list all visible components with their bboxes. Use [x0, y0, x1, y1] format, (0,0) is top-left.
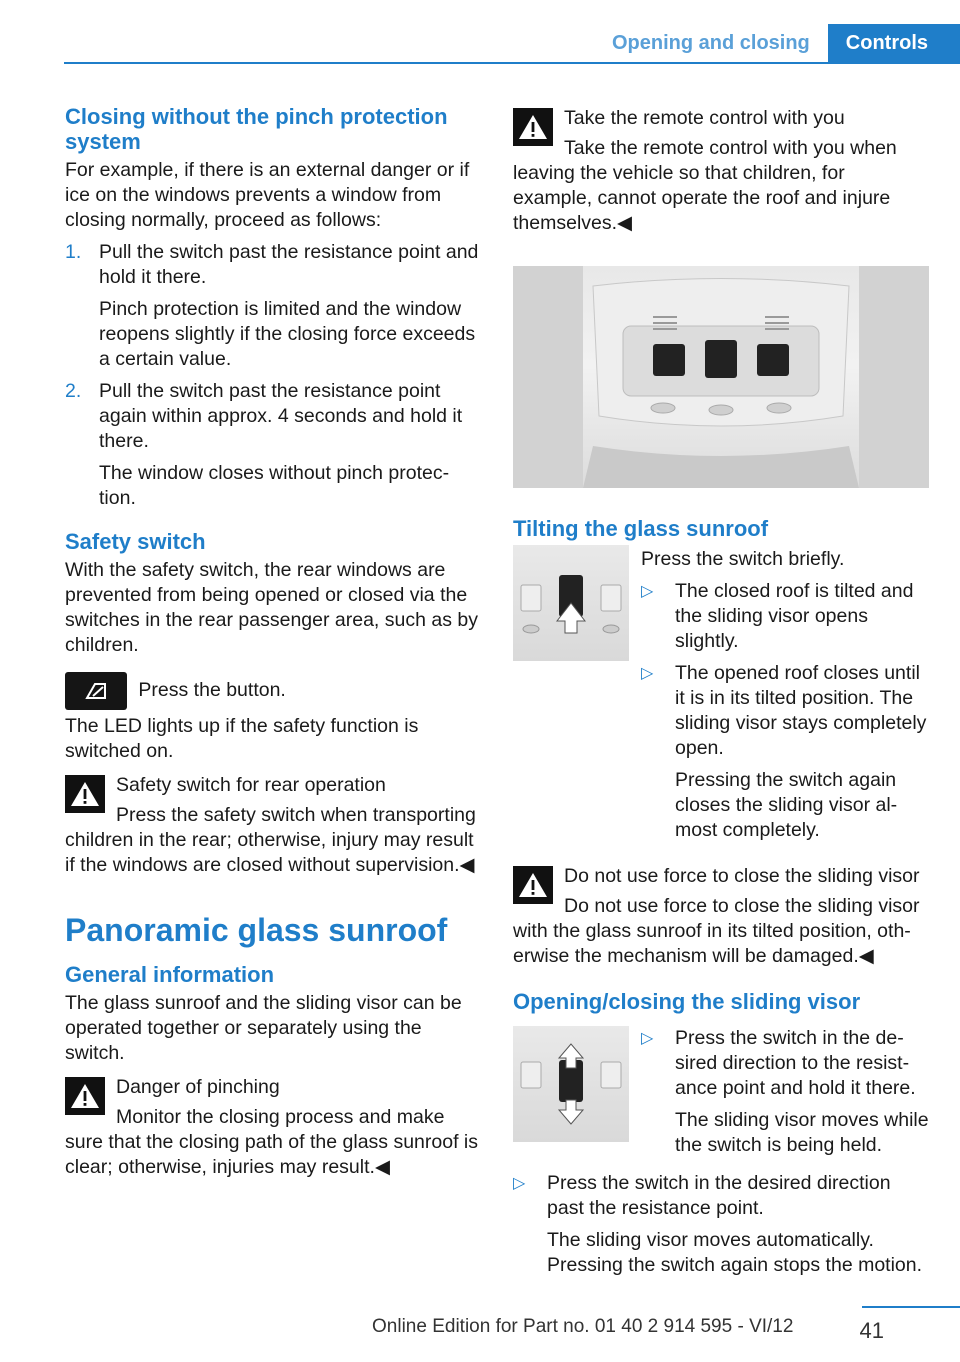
triangle-bullet-icon: ▷	[641, 1030, 654, 1047]
warning-force	[513, 862, 929, 969]
visor-list-2	[513, 1171, 929, 1278]
general-text: The glass sunroof and the sliding visor can be operated together or separately using the switch.	[65, 992, 462, 1064]
sunroof-title: Panoramic glass sunroof	[65, 912, 448, 948]
visor-title: Opening/closing the sliding visor	[513, 989, 861, 1014]
step-sub: Pinch protection is limited and the window reopens slightly if the closing force exceeds a certain value.	[99, 298, 476, 370]
tilt-item-text: The closed roof is tilted and the sliding visor opens slightly.	[675, 580, 914, 652]
tilt-list	[641, 579, 929, 843]
page-number-rule	[862, 1306, 960, 1308]
header-tab: Controls	[828, 24, 960, 62]
visor-item	[641, 1026, 929, 1158]
page-number: 41	[859, 1318, 884, 1343]
triangle-bullet-icon: ▷	[513, 1175, 526, 1192]
press-button-text: Press the button.	[138, 679, 286, 702]
visor-switch-photo	[513, 1026, 629, 1142]
tilt-item-text: The opened roof closes until it is in its tilted position. The sliding visor stays completely open.	[675, 662, 927, 759]
visor-list	[641, 1026, 929, 1158]
page-header	[612, 24, 960, 62]
safety-text: With the safety switch, the rear windows are prevented from being opened or closed via the switches in the rear passenger area, such as by children.	[65, 559, 478, 656]
right-column	[513, 104, 929, 1285]
tilt-item	[641, 661, 929, 843]
closing-steps	[65, 240, 481, 511]
warning-icon	[65, 775, 105, 813]
step-text: Pull the switch past the resistance point and hold it there.	[99, 241, 479, 288]
tilt-switch-photo	[513, 545, 629, 661]
warning-body: Monitor the closing process and make sure that the closing path of the glass sunroof is clear; otherwise, injuries may result.◀	[65, 1106, 478, 1178]
closing-title: Closing without the pinch protection system	[65, 104, 448, 154]
footer-edition: Online Edition for Part no. 01 40 2 914 595 - VI/12	[372, 1316, 794, 1337]
safety-title: Safety switch	[65, 529, 206, 554]
warning-body: Take the remote control with you when leaving the vehicle so that children, for example, cannot operate the roof and injure themselves.◀	[513, 137, 897, 234]
warning-body: Press the safety switch when transporting children in the rear; otherwise, injury may result if the windows are closed without supervision.◀	[65, 804, 476, 876]
step-item	[65, 240, 481, 372]
led-text: The LED lights up if the safety function is switched on.	[65, 715, 419, 762]
warning-title: Safety switch for rear operation	[116, 774, 386, 796]
warning-title: Do not use force to close the sliding visor	[564, 865, 920, 887]
visor-item-text: Press the switch in the de‐ sired direction to the resist‐ ance point and hold it there.	[675, 1027, 916, 1099]
warning-icon	[65, 1077, 105, 1115]
warning-remote	[513, 104, 929, 236]
warning-icon	[513, 108, 553, 146]
header-section: Opening and closing	[611, 32, 810, 54]
visor-item-sub: The sliding visor moves automatically. Pressing the switch again stops the motion.	[547, 1229, 923, 1276]
step-item	[65, 379, 481, 511]
roof-console-photo	[513, 266, 929, 488]
warning-safety	[65, 771, 481, 878]
step-number: 1.	[65, 241, 82, 263]
tilt-item-sub: Pressing the switch again closes the sliding visor al‐ most completely.	[675, 769, 898, 841]
tilt-item	[641, 579, 929, 654]
window-lock-icon	[65, 672, 127, 710]
step-number: 2.	[65, 380, 82, 402]
closing-intro: For example, if there is an external danger or if ice on the windows prevents a window from closing normally, proceed as follows:	[65, 159, 470, 231]
visor-item-text: Press the switch in the desired direction past the resistance point.	[547, 1172, 891, 1219]
warning-body: Do not use force to close the sliding visor with the glass sunroof in its tilted position, oth‐ erwise the mechanism will be damaged.◀	[513, 895, 920, 967]
visor-item	[513, 1171, 929, 1278]
tilt-title: Tilting the glass sunroof	[513, 516, 769, 541]
triangle-bullet-icon: ▷	[641, 665, 654, 682]
triangle-bullet-icon: ▷	[641, 583, 654, 600]
warning-icon	[513, 866, 553, 904]
warning-title: Take the remote control with you	[564, 107, 845, 129]
general-title: General information	[65, 962, 275, 987]
tilt-intro: Press the switch briefly.	[641, 548, 845, 570]
header-rule	[64, 62, 960, 64]
step-sub: The window closes without pinch protec‐ tion.	[99, 462, 450, 509]
left-column	[65, 104, 481, 1196]
visor-item-sub: The sliding visor moves while the switch is being held.	[675, 1109, 929, 1156]
warning-title: Danger of pinching	[116, 1076, 280, 1098]
warning-pinching	[65, 1073, 481, 1180]
step-text: Pull the switch past the resistance point again within approx. 4 seconds and hold it there.	[99, 380, 463, 452]
